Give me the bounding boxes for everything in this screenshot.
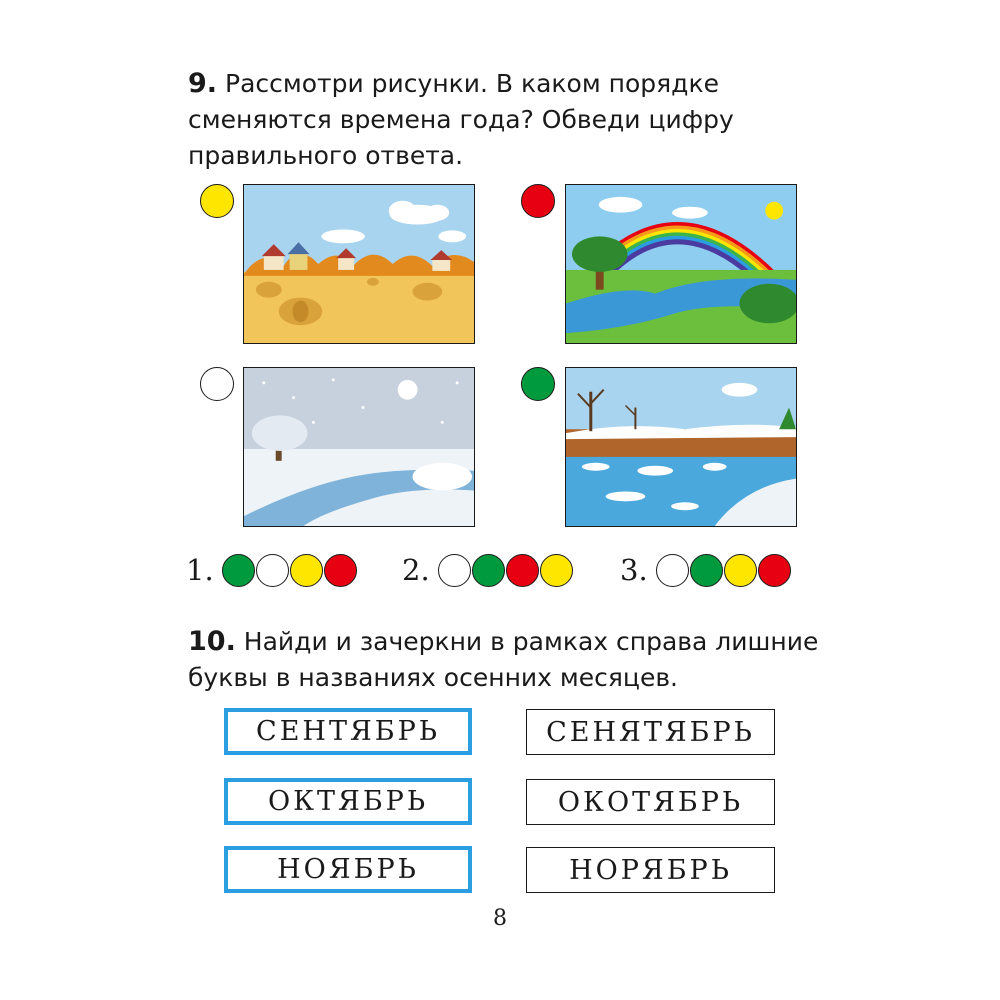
answer-option-2[interactable] bbox=[402, 550, 574, 590]
wrong-word-box[interactable]: СЕНЯТЯБРЬ bbox=[526, 709, 775, 755]
summer-dot bbox=[521, 184, 555, 218]
option-dot bbox=[438, 554, 471, 587]
option-dot bbox=[506, 554, 539, 587]
task-9-number: 9. bbox=[188, 68, 218, 99]
task-10-question: Найди и зачеркни в рамках справа лишние буквы в названиях осенних месяцев. bbox=[188, 627, 819, 692]
option-dot bbox=[758, 554, 791, 587]
correct-word-box: СЕНТЯБРЬ bbox=[224, 708, 472, 755]
page-number: 8 bbox=[493, 906, 507, 931]
option-dot bbox=[324, 554, 357, 587]
option-dot bbox=[724, 554, 757, 587]
option-dot bbox=[472, 554, 505, 587]
option-label[interactable]: 3. bbox=[620, 553, 648, 587]
option-label[interactable]: 1. bbox=[186, 553, 214, 587]
task-10-number: 10. bbox=[188, 626, 236, 657]
task-9-question: Рассмотри рисунки. В каком порядке сменяются времена года? Обведи цифру правильного ответа. bbox=[188, 69, 734, 170]
autumn-field-picture bbox=[243, 184, 475, 344]
task-9-text bbox=[188, 66, 828, 174]
option-dot bbox=[656, 554, 689, 587]
option-dot bbox=[290, 554, 323, 587]
winter-river-picture bbox=[243, 367, 475, 527]
task-10-text bbox=[188, 624, 828, 696]
answer-option-1[interactable] bbox=[186, 550, 358, 590]
option-dot bbox=[222, 554, 255, 587]
option-dot bbox=[690, 554, 723, 587]
spring-thaw-picture bbox=[565, 367, 797, 527]
option-dots bbox=[438, 554, 574, 587]
autumn-dot bbox=[200, 184, 234, 218]
option-dot bbox=[540, 554, 573, 587]
correct-word-box: ОКТЯБРЬ bbox=[224, 778, 472, 825]
spring-dot bbox=[521, 367, 555, 401]
wrong-word-box[interactable]: ОКОТЯБРЬ bbox=[526, 779, 775, 825]
option-dot bbox=[256, 554, 289, 587]
winter-dot bbox=[200, 367, 234, 401]
option-dots bbox=[222, 554, 358, 587]
wrong-word-box[interactable]: НОРЯБРЬ bbox=[526, 847, 775, 893]
option-dots bbox=[656, 554, 792, 587]
correct-word-box: НОЯБРЬ bbox=[224, 846, 472, 893]
option-label[interactable]: 2. bbox=[402, 553, 430, 587]
answer-option-3[interactable] bbox=[620, 550, 792, 590]
summer-rainbow-picture bbox=[565, 184, 797, 344]
